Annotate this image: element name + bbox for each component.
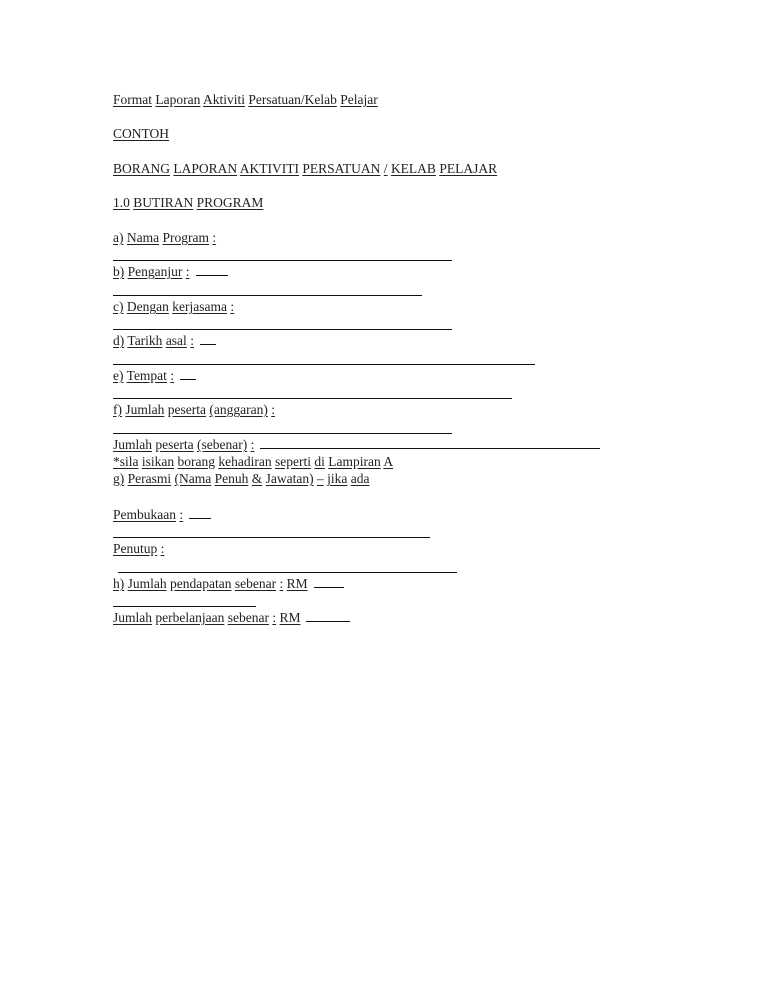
estimated-participants-line[interactable] bbox=[113, 433, 452, 434]
word: sebenar bbox=[234, 576, 277, 591]
word: kehadiran bbox=[218, 454, 272, 469]
word: Dengan bbox=[126, 299, 169, 314]
field-actual-participants bbox=[113, 437, 600, 453]
word: Penutup bbox=[113, 541, 158, 556]
word: ada bbox=[350, 471, 370, 486]
word: Penuh bbox=[214, 471, 249, 486]
word: BORANG bbox=[113, 161, 171, 176]
fill-in-blank[interactable] bbox=[196, 264, 228, 276]
word: : bbox=[271, 402, 275, 417]
word: jika bbox=[327, 471, 348, 486]
word: Jumlah bbox=[127, 576, 167, 591]
word: Perasmi bbox=[127, 471, 172, 486]
field-original-date bbox=[113, 333, 216, 349]
field-actual-expenditure bbox=[113, 610, 350, 626]
organizer-line[interactable] bbox=[113, 295, 422, 296]
word: PROGRAM bbox=[196, 195, 264, 210]
word: *sila bbox=[113, 454, 139, 469]
word: : bbox=[160, 541, 165, 556]
field-closing bbox=[113, 541, 164, 557]
word: Tempat bbox=[126, 368, 167, 383]
word: (anggaran) bbox=[209, 402, 268, 417]
word: CONTOH bbox=[113, 126, 170, 141]
word: AKTIVITI bbox=[239, 161, 300, 176]
word: 1.0 bbox=[113, 195, 130, 210]
field-officiator bbox=[113, 471, 369, 487]
attendance-note bbox=[113, 454, 393, 470]
opening-line[interactable] bbox=[113, 537, 430, 538]
word: : bbox=[190, 333, 194, 348]
section-heading bbox=[113, 195, 263, 211]
word: – bbox=[316, 471, 324, 486]
venue-line[interactable] bbox=[113, 398, 512, 399]
field-estimated-participants bbox=[113, 402, 275, 418]
fill-in-blank[interactable] bbox=[314, 576, 344, 588]
word: & bbox=[251, 471, 263, 486]
word: Pembukaan bbox=[113, 507, 176, 522]
word: : bbox=[170, 368, 175, 383]
word: peserta bbox=[155, 437, 194, 452]
word: BUTIRAN bbox=[133, 195, 194, 210]
word: Jawatan) bbox=[265, 471, 314, 486]
word: : bbox=[230, 299, 235, 314]
format-title bbox=[113, 92, 378, 108]
field-organizer bbox=[113, 264, 228, 280]
word: (Nama bbox=[174, 471, 212, 486]
word: c) bbox=[113, 299, 124, 314]
word: PERSATUAN bbox=[302, 161, 381, 176]
word: RM bbox=[279, 610, 301, 625]
word: / bbox=[383, 161, 388, 176]
word: A bbox=[383, 454, 394, 469]
form-title bbox=[113, 161, 497, 177]
collaboration-line[interactable] bbox=[113, 329, 452, 330]
field-actual-income bbox=[113, 576, 344, 592]
example-label bbox=[113, 126, 169, 142]
word: pendapatan bbox=[170, 576, 232, 591]
word: (sebenar) bbox=[196, 437, 248, 452]
fill-in-blank[interactable] bbox=[306, 610, 350, 622]
word: PELAJAR bbox=[439, 161, 498, 176]
word: Pelajar bbox=[340, 92, 378, 107]
fill-in-blank[interactable] bbox=[200, 333, 216, 345]
word: Jumlah bbox=[113, 437, 152, 452]
word: Program bbox=[162, 230, 209, 245]
word: Tarikh bbox=[127, 333, 163, 348]
word: LAPORAN bbox=[173, 161, 238, 176]
word: seperti bbox=[274, 454, 311, 469]
field-venue bbox=[113, 368, 196, 384]
word: h) bbox=[113, 576, 125, 591]
word: Persatuan/Kelab bbox=[248, 92, 337, 107]
word: Laporan bbox=[155, 92, 201, 107]
word: Format bbox=[113, 92, 152, 107]
word: isikan bbox=[141, 454, 175, 469]
actual-income-line[interactable] bbox=[113, 606, 256, 607]
word: Jumlah bbox=[113, 610, 152, 625]
field-collaboration bbox=[113, 299, 234, 315]
word: sebenar bbox=[227, 610, 269, 625]
closing-line[interactable] bbox=[118, 572, 457, 573]
word: perbelanjaan bbox=[155, 610, 225, 625]
word: b) bbox=[113, 264, 125, 279]
word: f) bbox=[113, 402, 122, 417]
fill-in-blank[interactable] bbox=[180, 368, 196, 380]
word: Lampiran bbox=[328, 454, 381, 469]
fill-in-blank[interactable] bbox=[260, 437, 600, 449]
fill-in-blank[interactable] bbox=[189, 507, 211, 519]
word: Aktiviti bbox=[203, 92, 246, 107]
word: borang bbox=[177, 454, 215, 469]
word: : bbox=[279, 576, 284, 591]
original-date-line[interactable] bbox=[113, 364, 535, 365]
program-name-line[interactable] bbox=[113, 260, 452, 261]
word: di bbox=[314, 454, 325, 469]
word: : bbox=[185, 264, 190, 279]
word: d) bbox=[113, 333, 125, 348]
word: : bbox=[179, 507, 184, 522]
word: a) bbox=[113, 230, 124, 245]
word: : bbox=[250, 437, 255, 452]
word: : bbox=[212, 230, 217, 245]
word: kerjasama bbox=[172, 299, 227, 314]
word: g) bbox=[113, 471, 125, 486]
word: Nama bbox=[126, 230, 160, 245]
word: asal bbox=[165, 333, 187, 348]
word: e) bbox=[113, 368, 124, 383]
word: Penganjur bbox=[127, 264, 183, 279]
word: peserta bbox=[167, 402, 206, 417]
word: RM bbox=[286, 576, 308, 591]
field-opening bbox=[113, 507, 211, 523]
word: : bbox=[272, 610, 277, 625]
field-program-name bbox=[113, 230, 216, 246]
word: KELAB bbox=[390, 161, 436, 176]
word: Jumlah bbox=[125, 402, 165, 417]
